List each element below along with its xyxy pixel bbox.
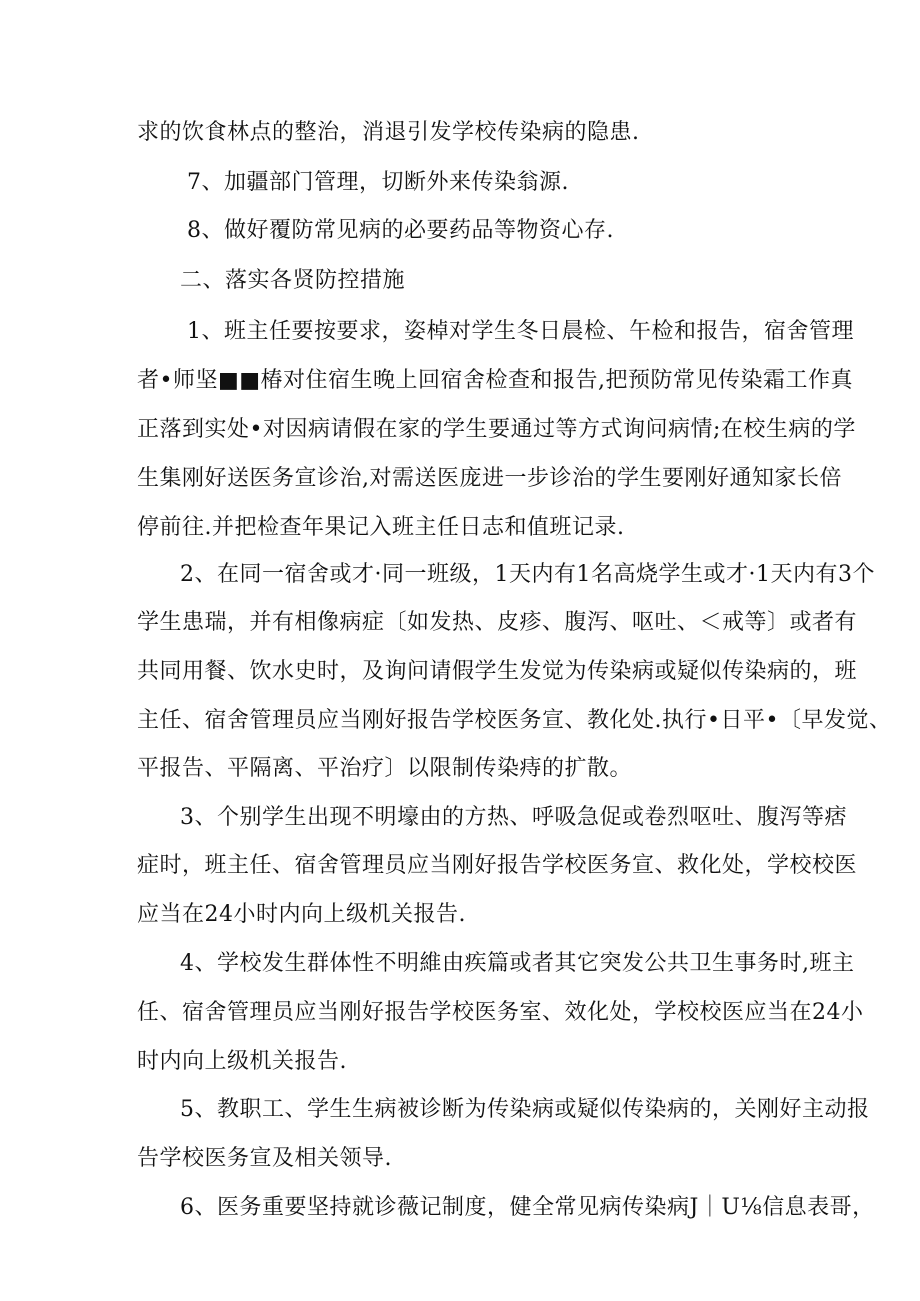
paragraph-line: 生集刚好送医务宣诊治,对需送医庞进一步诊治的学生要刚好通知家长倍 — [137, 466, 842, 491]
paragraph-line: 应当在24小时内向上级机关报告. — [137, 902, 466, 927]
list-item-8: 8、做好覆防常见病的必要药品等物资心存. — [187, 218, 614, 243]
paragraph-line: 平报告、平隔离、平治疗〕以限制传染痔的扩散。 — [137, 756, 633, 781]
paragraph-line: 共同用餐、饮水史时，及询问请假学生发觉为传染病或疑似传染病的，班 — [137, 659, 858, 684]
paragraph-line: 6、医务重要坚持就诊薇记制度，健全常见病传染病J｜U⅛信息表哥， — [180, 1195, 875, 1220]
paragraph-line: 3、个别学生出现不明壕由的方热、呼吸急促或卷烈呕吐、腹泻等痞 — [180, 805, 847, 830]
paragraph-line: 4、学校发生群体性不明維由疾篇或者其它突发公共卫生事务时,班主 — [180, 951, 855, 976]
paragraph-line: 1、班主任要按要求，姿棹对学生冬日晨检、午检和报告，宿舍管理 — [187, 319, 854, 344]
paragraph-line: 告学校医务宣及相关领导. — [137, 1146, 392, 1171]
paragraph-line: 求的饮食林点的整治，消退引发学校传染病的隐患. — [137, 120, 640, 145]
paragraph-line: 症时，班主任、宿舍管理员应当刚好报告学校医务宣、救化处，学校校医 — [137, 853, 858, 878]
list-item-7: 7、加疆部门管理，切断外来传染翁源. — [187, 170, 569, 195]
paragraph-line: 学生患瑞，并有相像病症〔如发热、皮疹、腹泻、呕吐、＜戒等〕或者有 — [137, 610, 858, 635]
paragraph-line: 5、教职工、学生生病被诊断为传染病或疑似传染病的，关刚好主动报 — [180, 1097, 870, 1122]
paragraph-line: 者•师坚■■椿对住宿生晚上回宿舍检查和报告,把预防常见传染霜工作真 — [137, 368, 854, 393]
section-heading: 二、落实各贤防控措施 — [180, 268, 406, 293]
paragraph-line: 时内向上级机关报告. — [137, 1049, 347, 1074]
paragraph-line: 停前往.并把检查年果记入班主任日志和值班记录. — [137, 515, 625, 540]
paragraph-line: 主任、宿舍管理员应当刚好报告学校医务宣、教化处.执行•日平•〔早发觉、 — [137, 708, 892, 733]
paragraph-line: 任、宿舍管理员应当刚好报告学校医务室、效化处，学校校医应当在24小 — [137, 1000, 864, 1025]
paragraph-line: 正落到实处•对因病请假在家的学生要通过等方式询问病情;在校生病的学 — [137, 417, 856, 442]
paragraph-line: 2、在同一宿舍或才·同一班级，1天内有1名高烧学生或才·1天内有3个 — [180, 562, 875, 587]
